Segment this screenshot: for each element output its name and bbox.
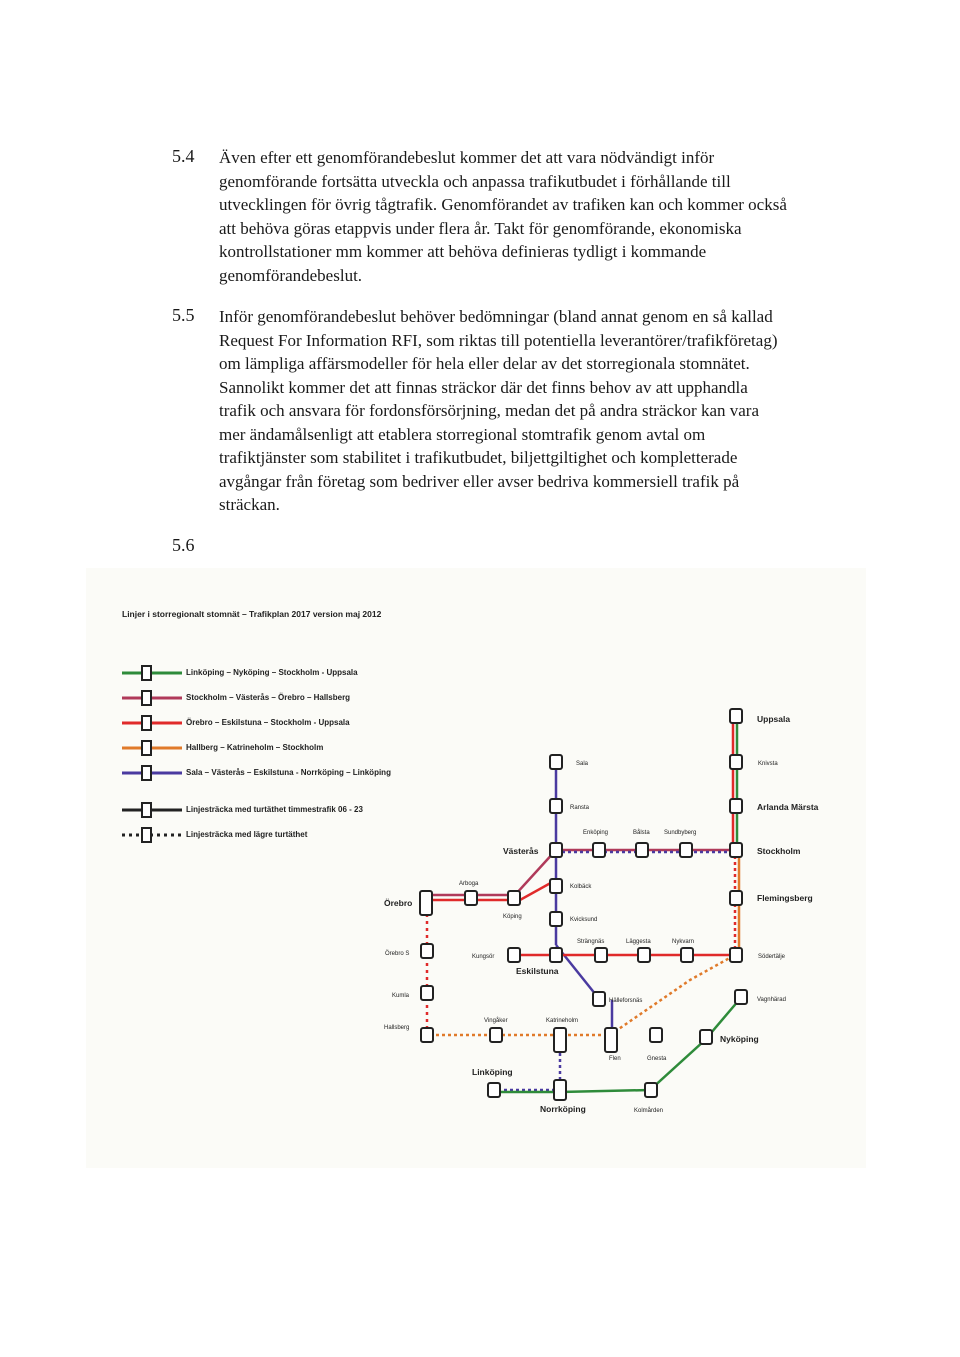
label-vingaker: Vingåker xyxy=(484,1018,508,1024)
legend-symbol-orange xyxy=(122,741,182,755)
station-flemingsberg xyxy=(730,891,742,905)
legend-label-purple-red: Stockholm – Västerås – Örebro – Hallsberg xyxy=(186,693,351,702)
label-gnesta: Gnesta xyxy=(647,1056,667,1062)
label-knivsta: Knivsta xyxy=(758,761,778,767)
label-kolmarden: Kolmården xyxy=(634,1108,664,1114)
text-line: utvecklingen för övrig tågtrafik. Genomförandet av trafiken kan och kommer också xyxy=(219,195,787,214)
station-linkoping xyxy=(488,1083,500,1097)
label-nykvarn: Nykvarn xyxy=(672,939,695,945)
section-number-5-4: 5.4 xyxy=(172,146,195,166)
label-orebro: Örebro xyxy=(384,898,413,908)
legend-symbol-red xyxy=(122,716,182,730)
label-arboga: Arboga xyxy=(459,881,479,887)
label-kumla: Kumla xyxy=(392,993,410,999)
text-line: mer ändamålsenligt att etablera storregional stomtrafik genom avtal om xyxy=(219,424,706,444)
label-balsta: Bålsta xyxy=(633,830,650,836)
station-vasteras xyxy=(550,843,562,857)
station-kungsor xyxy=(508,948,520,962)
text-line: sträckan. xyxy=(219,495,280,514)
section-number-5-5: 5.5 xyxy=(172,305,195,325)
label-flen: Flen xyxy=(609,1056,621,1062)
station-gnesta xyxy=(650,1028,662,1042)
legend-symbols xyxy=(122,666,182,842)
label-enkoping: Enköping xyxy=(583,830,609,836)
text-line: genomförande fortsätta utveckla och anpassa trafikutbudet i förhållande till xyxy=(219,171,731,191)
text-line: att behöva göras etappvis under flera år. Takt för genomförande, ekonomiska xyxy=(219,218,742,238)
label-halleforsnas: Hälleforsnäs xyxy=(609,998,643,1004)
text-line: Även efter ett genomförandebeslut kommer det att vara nödvändigt inför xyxy=(219,148,715,167)
station-katrineholm xyxy=(554,1028,566,1052)
legend-label-blue: Sala – Västerås – Eskilstuna - Norrköping – Linköping xyxy=(186,768,391,777)
text-line: Request For Information RFI, som riktas till potentiella leverantörer/trafikföretag) xyxy=(219,330,778,350)
label-orebro-s: Örebro S xyxy=(385,951,410,957)
station-balsta xyxy=(636,843,648,857)
label-ransta: Ransta xyxy=(570,805,590,811)
station-sodertalje xyxy=(730,948,742,962)
label-vagnharad: Vagnhärad xyxy=(757,997,786,1003)
station-ransta xyxy=(550,799,562,813)
text-line: kontrollstationer mm kommer att behöva definieras tydligt i kommande xyxy=(219,242,707,261)
station-enkoping xyxy=(593,843,605,857)
station-norrkoping xyxy=(554,1080,566,1100)
label-nykoping: Nyköping xyxy=(720,1034,759,1044)
station-vingaker xyxy=(490,1028,502,1042)
station-kolmarden xyxy=(645,1083,657,1097)
station-sala xyxy=(550,755,562,769)
station-stockholm xyxy=(730,843,742,857)
text-line: om lämpliga affärsmodeller för hela eller delar av det storregionala stomnätet. xyxy=(219,354,750,373)
station-sundbyberg xyxy=(680,843,692,857)
station-uppsala xyxy=(730,709,742,723)
station-nykoping xyxy=(700,1030,712,1044)
label-kvicksund: Kvicksund xyxy=(570,917,598,923)
legend-symbol-purple-red xyxy=(122,691,182,705)
station-arlanda xyxy=(730,799,742,813)
station-nykvarn xyxy=(681,948,693,962)
legend-label-green: Linköping – Nyköping – Stockholm - Uppsala xyxy=(186,668,358,677)
section-number-5-6: 5.6 xyxy=(172,535,195,555)
station-kvicksund xyxy=(550,912,562,926)
station-koping xyxy=(465,891,477,905)
label-linkoping: Linköping xyxy=(472,1067,513,1077)
label-eskilstuna: Eskilstuna xyxy=(516,966,559,976)
legend-symbol-solid xyxy=(122,803,182,817)
text-line: genomförandebeslut. xyxy=(219,265,363,285)
station-hallsberg xyxy=(421,1028,433,1042)
legend-symbol-blue xyxy=(122,766,182,780)
station-eskilstuna xyxy=(550,948,562,962)
label-norrkoping: Norrköping xyxy=(540,1104,586,1114)
station-knivsta xyxy=(730,755,742,769)
label-kungsor: Kungsör xyxy=(472,954,495,960)
text-line: Inför genomförandebeslut behöver bedömningar (bland annat genom en så kallad xyxy=(219,307,773,326)
label-flemingsberg: Flemingsberg xyxy=(757,893,813,903)
label-koping: Köping xyxy=(503,914,522,920)
station-orebro xyxy=(420,891,432,915)
text-line: Sannolikt kommer det att finnas sträckor där det finns behov av att upphandla xyxy=(219,377,748,397)
text-line: avgångar från företag som bedriver eller avser bedriva kommersiell trafik på xyxy=(219,471,740,491)
station-kolback xyxy=(550,879,562,893)
legend-symbol-green xyxy=(122,666,182,680)
station-arboga xyxy=(508,891,520,905)
station-markers xyxy=(420,709,747,1100)
station-orebro-s xyxy=(421,944,433,958)
legend-symbol-dotted xyxy=(122,828,182,842)
label-katrineholm: Katrineholm xyxy=(546,1018,579,1024)
legend-label-red: Örebro – Eskilstuna – Stockholm - Uppsala xyxy=(186,718,350,727)
text-line: trafik och ansvara för fordonsförsörjning, medan det på andra sträckor kan vara xyxy=(219,401,760,420)
figure-title: Linjer i storregionalt stomnät – Trafikplan 2017 version maj 2012 xyxy=(122,609,382,619)
label-laggesta: Läggesta xyxy=(626,939,651,945)
legend-label-orange: Hallberg – Katrineholm – Stockholm xyxy=(186,743,324,752)
station-labels xyxy=(384,714,819,1114)
station-flen xyxy=(605,1028,617,1052)
label-sodertalje: Södertälje xyxy=(758,954,786,960)
station-strangnas xyxy=(595,948,607,962)
label-kolback: Kolbäck xyxy=(570,884,592,890)
station-kumla xyxy=(421,986,433,1000)
legend-label-solid: Linjesträcka med turtäthet timmestrafik 06 - 23 xyxy=(186,805,363,814)
legend-label-dotted: Linjesträcka med lägre turtäthet xyxy=(186,830,308,839)
label-hallsberg: Hallsberg xyxy=(384,1025,410,1031)
label-strangnas: Strängnäs xyxy=(577,939,605,945)
label-sala: Sala xyxy=(576,761,589,767)
label-arlanda: Arlanda Märsta xyxy=(757,802,819,812)
station-laggesta xyxy=(638,948,650,962)
text-line: trafiktjänster som stabilitet i trafikutbudet, biljettgiltighet och kompletterade xyxy=(219,448,738,467)
label-stockholm: Stockholm xyxy=(757,846,801,856)
station-vagnharad xyxy=(735,990,747,1004)
station-halleforsnas xyxy=(593,992,605,1006)
label-sundbyberg: Sundbyberg xyxy=(664,830,697,836)
label-uppsala: Uppsala xyxy=(757,714,791,724)
label-vasteras: Västerås xyxy=(503,846,539,856)
